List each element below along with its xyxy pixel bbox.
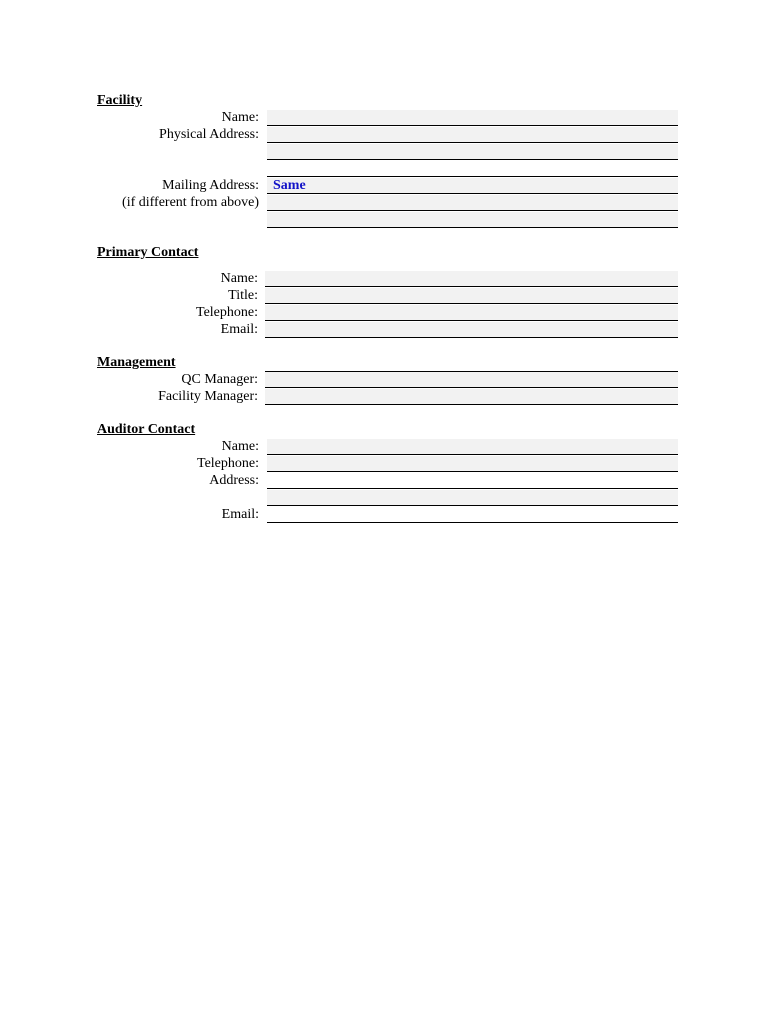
facility-mailing-address-note: (if different from above) (122, 195, 259, 210)
auditor-address-line-2[interactable] (267, 490, 678, 506)
facility-physical-address-label: Physical Address: (159, 127, 259, 142)
primary-contact-title-field[interactable] (265, 288, 678, 304)
auditor-contact-heading: Auditor Contact (97, 422, 196, 437)
primary-contact-heading: Primary Contact (97, 245, 199, 260)
mailing-address-value: Same (273, 178, 306, 193)
primary-contact-name-label: Name: (220, 271, 258, 286)
primary-contact-telephone-field[interactable] (265, 305, 678, 321)
qc-manager-field[interactable] (265, 372, 678, 388)
facility-physical-address-line-2[interactable] (267, 144, 678, 160)
primary-contact-title-label: Title: (228, 288, 258, 303)
primary-contact-email-label: Email: (220, 322, 258, 337)
primary-contact-email-field[interactable] (265, 322, 678, 338)
auditor-telephone-field[interactable] (267, 456, 678, 472)
auditor-email-field[interactable] (267, 507, 678, 523)
facility-mailing-address-label: Mailing Address: (162, 178, 259, 193)
facility-heading: Facility (97, 93, 143, 108)
facility-manager-field[interactable] (265, 389, 678, 405)
auditor-address-label: Address: (209, 473, 259, 488)
qc-manager-label: QC Manager: (181, 372, 258, 387)
primary-contact-telephone-label: Telephone: (196, 305, 258, 320)
facility-physical-address-line-1[interactable] (267, 127, 678, 143)
management-heading: Management (97, 355, 176, 370)
auditor-name-field[interactable] (267, 439, 678, 455)
auditor-telephone-label: Telephone: (197, 456, 259, 471)
facility-mailing-address-line-1[interactable] (267, 178, 678, 194)
facility-mailing-address-line-2[interactable] (267, 195, 678, 211)
facility-name-field[interactable] (267, 110, 678, 126)
primary-contact-name-field[interactable] (265, 271, 678, 287)
management-top-rule (265, 356, 678, 372)
facility-name-label: Name: (221, 110, 259, 125)
auditor-name-label: Name: (221, 439, 259, 454)
facility-physical-address-line-3[interactable] (267, 161, 678, 177)
facility-manager-label: Facility Manager: (158, 389, 258, 404)
facility-mailing-address-line-3[interactable] (267, 212, 678, 228)
auditor-email-label: Email: (221, 507, 259, 522)
auditor-address-line-1[interactable] (267, 473, 678, 489)
